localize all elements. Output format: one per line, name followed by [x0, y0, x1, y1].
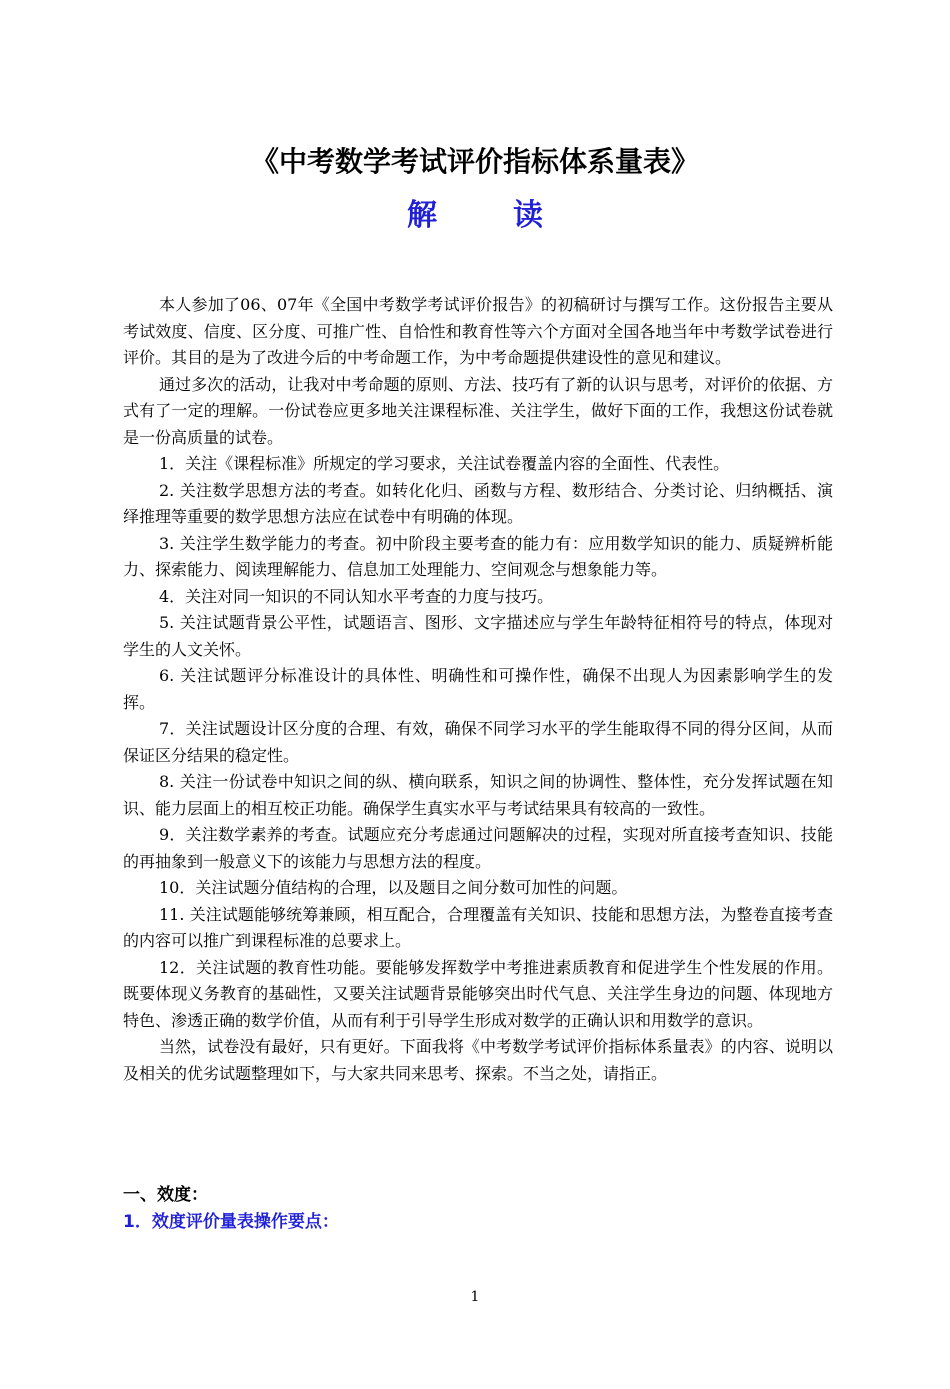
paragraph-closing: 当然，试卷没有最好，只有更好。下面我将《中考数学考试评价指标体系量表》的内容、说明以及相关的优劣试题整理如下，与大家共同来思考、探索。不当之处，请指正。 — [123, 1037, 833, 1083]
document-title: 《中考数学考试评价指标体系量表》 — [250, 145, 699, 178]
list-item-12: 12．关注试题的教育性功能。要能够发挥数学中考推进素质教育和促进学生个性发展的作用。既要体现义务教育的基础性，又要关注试题背景能够突出时代气息、关注学生身边的问题、体现地方特色、渗透正确的数学价值，从而有利于引导学生形成对数学的正确认识和用数学的意识。 — [123, 957, 833, 1030]
list-item-6: 6. 关注试题评分标准设计的具体性、明确性和可操作性，确保不出现人为因素影响学生的发挥。 — [123, 666, 833, 712]
list-item-4: 4．关注对同一知识的不同认知水平考查的力度与技巧。 — [159, 586, 554, 606]
section-heading-validity: 一、效度： — [123, 1185, 208, 1205]
list-item-9: 9．关注数学素养的考查。试题应充分考虑通过问题解决的过程，实现对所直接考查知识、技能的再抽象到一般意义下的该能力与思想方法的程度。 — [123, 825, 833, 871]
list-item-8: 8. 关注一份试卷中知识之间的纵、横向联系，知识之间的协调性、整体性，充分发挥试题在知识、能力层面上的相互校正功能。确保学生真实水平与考试结果具有较高的一致性。 — [123, 772, 833, 818]
paragraph-reflection: 通过多次的活动，让我对中考命题的原则、方法、技巧有了新的认识与思考，对评价的依据、方式有了一定的理解。一份试卷应更多地关注课程标准、关注学生，做好下面的工作，我想这份试卷就是一份高质量的试卷。 — [123, 374, 833, 447]
subtitle-char-2: 读 — [513, 198, 543, 233]
list-item-5: 5. 关注试题背景公平性，试题语言、图形、文字描述应与学生年龄特征相符号的特点，体现对学生的人文关怀。 — [123, 613, 833, 659]
list-item-7: 7．关注试题设计区分度的合理、有效，确保不同学习水平的学生能取得不同的得分区间，从而保证区分结果的稳定性。 — [123, 719, 833, 765]
page-number: 1 — [470, 1289, 480, 1305]
document-subtitle — [0, 190, 950, 234]
list-item-11: 11. 关注试题能够统筹兼顾，相互配合，合理覆盖有关知识、技能和思想方法，为整卷直接考查的内容可以推广到课程标准的总要求上。 — [123, 904, 833, 950]
list-item-10: 10．关注试题分值结构的合理，以及题目之间分数可加性的问题。 — [159, 878, 628, 897]
list-item-2: 2. 关注数学思想方法的考查。如转化化归、函数与方程、数形结合、分类讨论、归纳概括、演绎推理等重要的数学思想方法应在试卷中有明确的体现。 — [123, 480, 833, 526]
list-item-3: 3. 关注学生数学能力的考查。初中阶段主要考查的能力有：应用数学知识的能力、质疑辨析能力、探索能力、阅读理解能力、信息加工处理能力、空间观念与想象能力等。 — [123, 533, 833, 579]
subtitle-char-1: 解 — [407, 198, 437, 233]
document-body — [123, 292, 833, 1087]
subsection-heading-validity-scale: 1．效度评价量表操作要点： — [123, 1212, 339, 1232]
paragraph-intro: 本人参加了06、07年《全国中考数学考试评价报告》的初稿研讨与撰写工作。这份报告主要从考试效度、信度、区分度、可推广性、自恰性和教育性等六个方面对全国各地当年中考数学试卷进行评价。其目的是为了改进今后的中考命题工作，为中考命题提供建设性的意见和建议。 — [123, 295, 833, 367]
list-item-1: 1．关注《课程标准》所规定的学习要求，关注试卷覆盖内容的全面性、代表性。 — [159, 454, 730, 473]
